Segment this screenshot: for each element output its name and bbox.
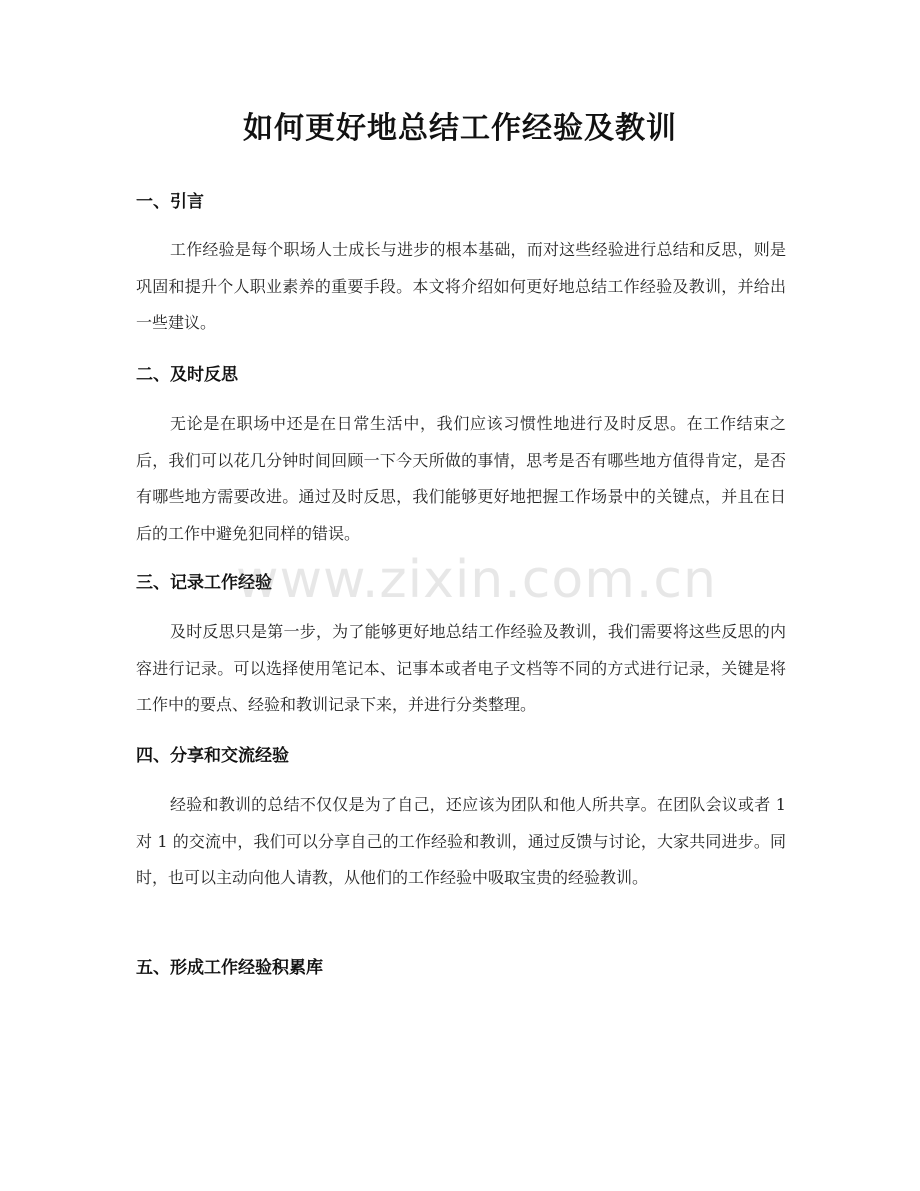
section-heading-introduction: 一、引言	[136, 192, 204, 212]
document-title: 如何更好地总结工作经验及教训	[243, 111, 677, 146]
section-heading-experience-library: 五、形成工作经验积累库	[136, 958, 323, 978]
section-paragraph-share-experience: 经验和教训的总结不仅仅是为了自己，还应该为团队和他人所共享。在团队会议或者 1 对 1 的交流中，我们可以分享自己的工作经验和教训，通过反馈与讨论，大家共同进步。同时，也可以主动向他人请教，从他们的工作经验中吸取宝贵的经验教训。	[136, 795, 786, 887]
section-paragraph-timely-reflection: 无论是在职场中还是在日常生活中，我们应该习惯性地进行及时反思。在工作结束之后，我们可以花几分钟时间回顾一下今天所做的事情，思考是否有哪些地方值得肯定，是否有哪些地方需要改进。通过及时反思，我们能够更好地把握工作场景中的关键点，并且在日后的工作中避免犯同样的错误。	[136, 414, 786, 543]
section-heading-share-experience: 四、分享和交流经验	[136, 746, 289, 766]
section-paragraph-record-experience: 及时反思只是第一步，为了能够更好地总结工作经验及教训，我们需要将这些反思的内容进行记录。可以选择使用笔记本、记事本或者电子文档等不同的方式进行记录，关键是将工作中的要点、经验和教训记录下来，并进行分类整理。	[136, 622, 786, 714]
section-paragraph-introduction: 工作经验是每个职场人士成长与进步的根本基础，而对这些经验进行总结和反思，则是巩固和提升个人职业素养的重要手段。本文将介绍如何更好地总结工作经验及教训，并给出一些建议。	[136, 240, 786, 332]
section-heading-timely-reflection: 二、及时反思	[136, 365, 238, 385]
watermark: www.zixin.com.cn	[236, 550, 717, 610]
section-heading-record-experience: 三、记录工作经验	[136, 573, 272, 593]
